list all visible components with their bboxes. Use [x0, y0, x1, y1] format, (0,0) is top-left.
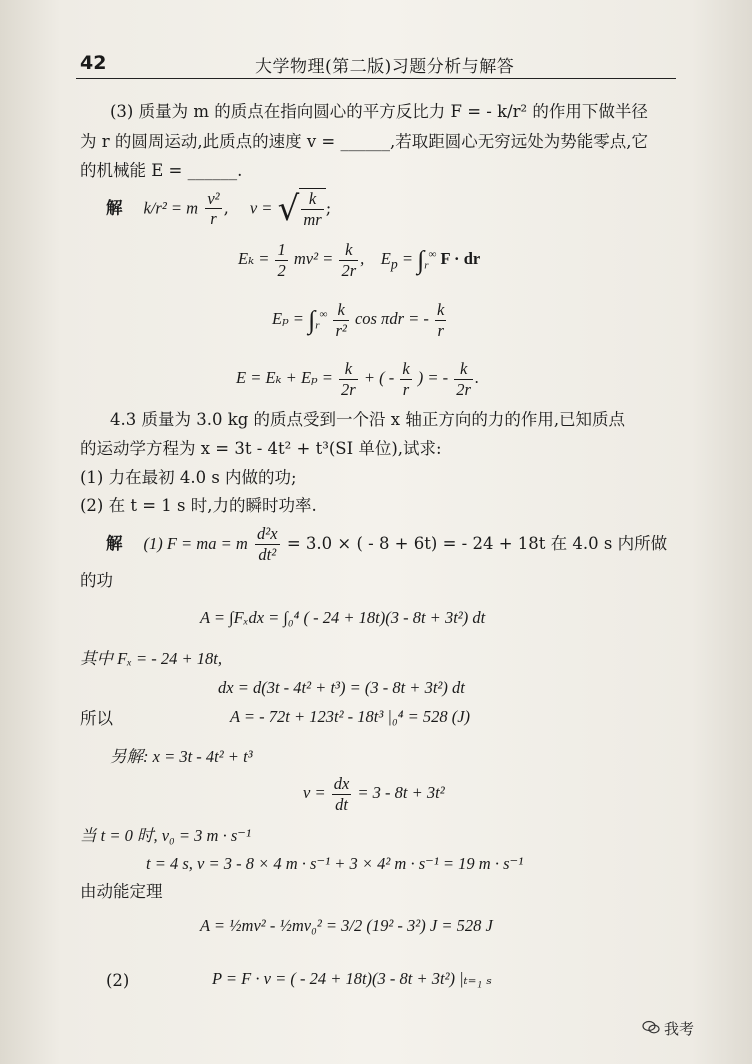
where-line: 其中 Fₓ = - 24 + 18t,	[80, 649, 222, 668]
watermark-text: 我考	[664, 1020, 695, 1038]
problem43-line2: 的运动学方程为 x = 3t - 4t² + t³(SI 单位),试求:	[80, 439, 442, 458]
eq1-num: v²	[207, 188, 220, 208]
problem43-sol1	[106, 524, 667, 565]
solution-eq1: 解 k/r² = m $\frac{\text{v²}}{r}$ , v = √ $\frac{k}{mr}$ ;	[106, 188, 332, 229]
eq2-k: k	[339, 240, 358, 261]
so-eq: A = - 72t + 123t² - 18t³ |₀⁴ = 528 (J)	[230, 707, 471, 726]
eq3-k2: k	[437, 300, 445, 319]
sol1-num: d²x	[257, 524, 278, 543]
problem3-line1: (3) 质量为 m 的质点在指向圆心的平方反比力 F = - k/r² 的作用下做半径	[110, 102, 648, 121]
sol-label: 解	[106, 533, 123, 553]
eq2-ek: Eₖ =	[238, 249, 270, 269]
sol1-a: (1) F = ma = m	[143, 533, 248, 553]
t4-line: t = 4 s, v = 3 - 8 × 4 m · s⁻¹ + 3 × 4² m · s⁻¹ = 19 m · s⁻¹	[146, 854, 524, 873]
sol1-c: 的功	[80, 571, 113, 590]
eq1-den: r	[210, 209, 217, 229]
wechat-logo-icon	[642, 1020, 660, 1034]
v-num: dx	[333, 774, 350, 793]
eq4-k3: k	[454, 359, 473, 380]
eq3-k: k	[333, 300, 348, 321]
eq2-mv2: mv² =	[293, 249, 334, 269]
solution-eq3: $E_p = \int_r^\infty$ $\frac{k}{\text{r²}}$ cos πdr = - $\frac{k}{r}$	[272, 300, 445, 340]
problem43-q1: (1) 力在最初 4.0 s 内做的功;	[80, 468, 297, 487]
eq4-left: E = Eₖ + Eₚ =	[236, 368, 333, 388]
eq3-ep: Eₚ =	[272, 309, 304, 329]
alt-line: 另解: x = 3t - 4t² + t³	[110, 747, 253, 766]
work-integral: A = ∫Fₓdx = ∫₀⁴ ( - 24 + 18t)(3 - 8t + 3t²) dt	[200, 608, 486, 627]
eq2-rest: F · dr	[440, 249, 481, 269]
v-right: = 3 - 8t + 3t²	[357, 783, 445, 803]
eq2-2r: 2r	[341, 260, 357, 280]
page-number: 42	[80, 52, 107, 74]
eq4-2r3: 2r	[456, 379, 471, 399]
ke-eq: A = ½mv² - ½mv₀² = 3/2 (19² - 3²) J = 528 J	[200, 916, 493, 935]
dx-line: dx = d(3t - 4t² + t³) = (3 - 8t + 3t²) dt	[218, 678, 465, 697]
problem3-line3: 的机械能 E = ______.	[80, 161, 243, 180]
v-den: dt	[335, 794, 348, 814]
problem43-q2: (2) 在 t = 1 s 时,力的瞬时功率.	[80, 496, 317, 515]
header-rule	[76, 78, 676, 79]
v-eq	[303, 774, 445, 815]
eq4-2r1: 2r	[341, 379, 356, 399]
eq4-k2: k	[402, 359, 410, 378]
eq3-r2: r²	[335, 320, 347, 340]
v-left: v =	[303, 783, 326, 803]
sol1-den: dt²	[258, 544, 277, 564]
eq4-end: ) = -	[417, 368, 449, 388]
so-label: 所以	[80, 709, 113, 728]
eq1-v: v =	[249, 198, 273, 218]
solution-label: 解	[106, 198, 123, 218]
eq1-left: k/r² = m	[143, 198, 199, 218]
eq4-mid: + ( -	[363, 368, 395, 388]
theorem-line: 由动能定理	[80, 882, 163, 901]
eq4-k1: k	[339, 359, 358, 380]
eq1-sqrt-den: mr	[303, 209, 322, 229]
power-eq: P = F · v = ( - 24 + 18t)(3 - 8t + 3t²) |ₜ₌₁ ₛ	[212, 969, 492, 988]
solution-eq4: E = Eₖ + Eₚ = $\frac{k}{2r}$ + ( - $\frac{k}{r}$ ) = - $\frac{k}{2r}$ .	[236, 359, 480, 399]
eq2-half-den: 2	[277, 260, 286, 280]
part2-label: (2)	[106, 971, 130, 990]
running-title: 大学物理(第二版)习题分析与解答	[255, 57, 515, 77]
eq4-r: r	[402, 379, 410, 399]
problem3-line2: 为 r 的圆周运动,此质点的速度 v = ______,若取距圆心无穷远处为势能零点,它	[80, 132, 648, 151]
t0-line: 当 t = 0 时, v₀ = 3 m · s⁻¹	[80, 826, 251, 845]
solution-eq2: Eₖ = $\frac{1}{2}$ mv² = $\frac{k}{2r}$ , $E_p = \int_r^\infty$ F · dr	[238, 240, 481, 280]
problem43-line1: 4.3 质量为 3.0 kg 的质点受到一个沿 x 轴正方向的力的作用,已知质点	[110, 410, 626, 429]
eq3-r: r	[437, 320, 444, 340]
eq3-rest: cos πdr = -	[354, 309, 429, 329]
sol1-b: = 3.0 × ( - 8 + 6t) = - 24 + 18t 在 4.0 s 内所做	[286, 533, 668, 553]
eq1-sqrt-num: k	[301, 189, 323, 210]
eq2-half-num: 1	[277, 240, 286, 259]
